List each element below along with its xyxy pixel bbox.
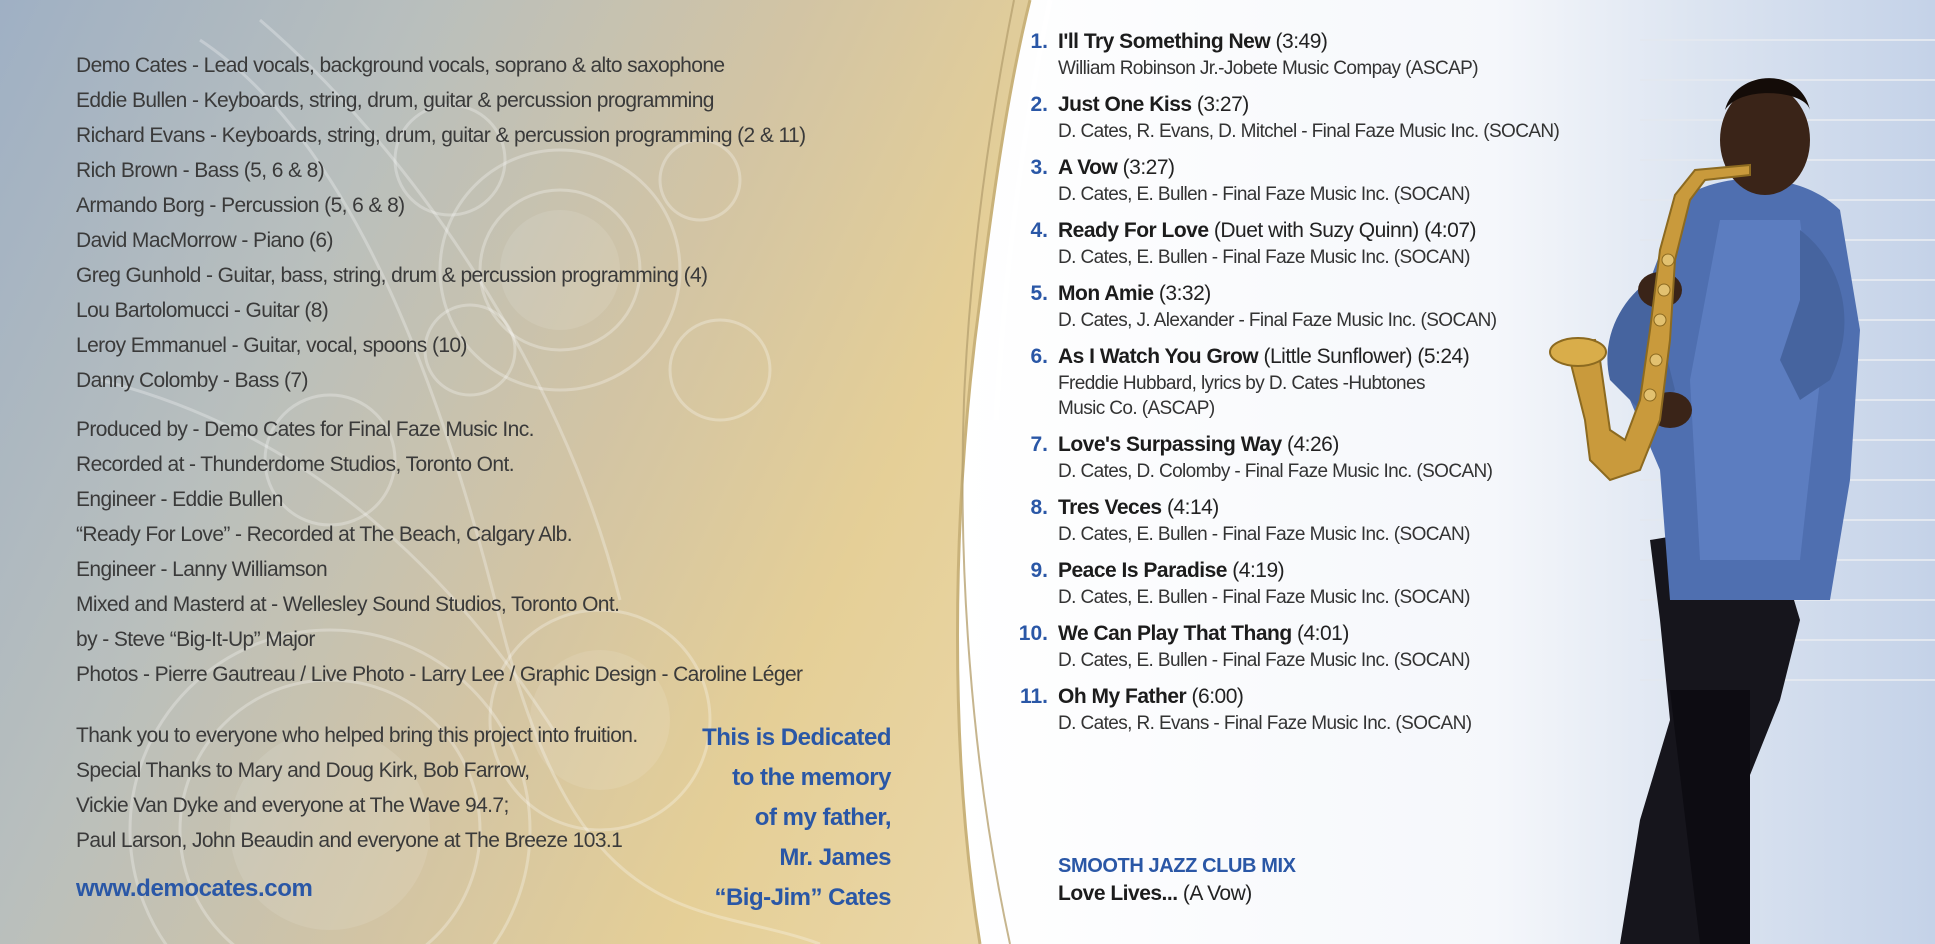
credit-line: David MacMorrow - Piano (6): [76, 229, 333, 252]
credit-line: Armando Borg - Percussion (5, 6 & 8): [76, 194, 405, 217]
track-title: Just One Kiss: [1058, 93, 1192, 116]
track-number: 7.: [1030, 433, 1048, 456]
track-credit: D. Cates, E. Bullen - Final Faze Music Inc. (SOCAN): [1058, 587, 1470, 608]
track-number: 8.: [1030, 496, 1048, 519]
track-number: 2.: [1030, 93, 1048, 116]
track-duration: (3:27): [1191, 93, 1249, 116]
track-duration: (4:19): [1226, 559, 1285, 582]
credit-line: Rich Brown - Bass (5, 6 & 8): [76, 159, 325, 182]
production-line: “Ready For Love” - Recorded at The Beach, Calgary Alb.: [76, 523, 572, 546]
track-title: Oh My Father: [1058, 685, 1187, 708]
track-duration: (Little Sunflower) (5:24): [1258, 345, 1470, 368]
track-number: 9.: [1030, 559, 1048, 582]
website-link[interactable]: www.democates.com: [76, 875, 313, 902]
credit-line: Danny Colomby - Bass (7): [76, 369, 308, 392]
dedication-line: of my father,: [754, 804, 891, 831]
credit-line: Leroy Emmanuel - Guitar, vocal, spoons (10): [76, 334, 467, 357]
track-duration: (3:49): [1270, 30, 1328, 53]
track-credit: D. Cates, D. Colomby - Final Faze Music Inc. (SOCAN): [1058, 461, 1493, 482]
track-duration: (4:14): [1161, 496, 1219, 519]
thanks-line: Thank you to everyone who helped bring this project into fruition.: [76, 724, 638, 747]
credit-line: Lou Bartolomucci - Guitar (8): [76, 299, 329, 322]
production-credits: [76, 412, 806, 692]
bonus-track-note: (A Vow): [1177, 882, 1252, 905]
track-credit: William Robinson Jr.-Jobete Music Compay (ASCAP): [1058, 58, 1478, 79]
track-duration: (3:27): [1117, 156, 1175, 179]
track-credit: D. Cates, J. Alexander - Final Faze Music Inc. (SOCAN): [1058, 310, 1497, 331]
track-title: As I Watch You Grow: [1058, 345, 1259, 368]
credit-line: Eddie Bullen - Keyboards, string, drum, guitar & percussion programming: [76, 89, 714, 112]
thanks-line: Vickie Van Dyke and everyone at The Wave 94.7;: [76, 794, 509, 817]
credits-block: [76, 48, 806, 692]
thanks-line: Paul Larson, John Beaudin and everyone at The Breeze 103.1: [76, 829, 623, 852]
bonus-label: SMOOTH JAZZ CLUB MIX: [1058, 855, 1296, 877]
track-title: Love's Surpassing Way: [1058, 433, 1282, 456]
dedication-block: [661, 718, 891, 918]
production-line: Engineer - Eddie Bullen: [76, 488, 283, 511]
track-number: 11.: [1019, 685, 1048, 708]
production-line: by - Steve “Big-It-Up” Major: [76, 628, 315, 651]
thanks-line: Special Thanks to Mary and Doug Kirk, Bob Farrow,: [76, 759, 530, 782]
bonus-track-block: [1058, 852, 1296, 908]
track-title: Ready For Love: [1058, 219, 1209, 242]
production-line: Produced by - Demo Cates for Final Faze Music Inc.: [76, 418, 534, 441]
track-title: Peace Is Paradise: [1058, 559, 1227, 582]
production-line: Photos - Pierre Gautreau / Live Photo - Larry Lee / Graphic Design - Caroline Léger: [76, 663, 803, 686]
track-credit: D. Cates, E. Bullen - Final Faze Music Inc. (SOCAN): [1058, 247, 1470, 268]
credit-line: Demo Cates - Lead vocals, background vocals, soprano & alto saxophone: [76, 54, 725, 77]
track-number: 1.: [1030, 30, 1048, 53]
track-title: Mon Amie: [1058, 282, 1154, 305]
credit-line: Richard Evans - Keyboards, string, drum, guitar & percussion programming (2 & 11): [76, 124, 806, 147]
track-title: We Can Play That Thang: [1058, 622, 1292, 645]
track-number: 10.: [1018, 622, 1048, 645]
bonus-track-title: Love Lives...: [1058, 882, 1178, 905]
track-number: 4.: [1030, 219, 1048, 242]
track-duration: (6:00): [1186, 685, 1244, 708]
track-credit: D. Cates, E. Bullen - Final Faze Music Inc. (SOCAN): [1058, 184, 1470, 205]
track-credit: D. Cates, R. Evans - Final Faze Music Inc. (SOCAN): [1058, 713, 1472, 734]
track-duration: (4:26): [1281, 433, 1339, 456]
track-credit: Music Co. (ASCAP): [1058, 398, 1215, 419]
track-title: I'll Try Something New: [1058, 30, 1271, 53]
track-credit: D. Cates, R. Evans, D. Mitchel - Final Faze Music Inc. (SOCAN): [1058, 121, 1560, 142]
thanks-block: [76, 718, 638, 858]
dedication-line: to the memory: [732, 764, 891, 791]
track-duration: (4:01): [1291, 622, 1349, 645]
musician-credits: [76, 48, 806, 398]
track-title: A Vow: [1058, 156, 1118, 179]
dedication-line: This is Dedicated: [702, 724, 891, 751]
saxophonist-photo: [1500, 0, 1935, 944]
production-line: Engineer - Lanny Williamson: [76, 558, 328, 581]
track-number: 6.: [1030, 345, 1048, 368]
track-duration: (3:32): [1153, 282, 1211, 305]
track-duration: (Duet with Suzy Quinn) (4:07): [1208, 219, 1476, 242]
track-credit: D. Cates, E. Bullen - Final Faze Music Inc. (SOCAN): [1058, 650, 1470, 671]
track-credit: Freddie Hubbard, lyrics by D. Cates -Hubtones: [1058, 373, 1425, 394]
production-line: Recorded at - Thunderdome Studios, Toronto Ont.: [76, 453, 514, 476]
track-credit: D. Cates, E. Bullen - Final Faze Music Inc. (SOCAN): [1058, 524, 1470, 545]
track-number: 3.: [1030, 156, 1048, 179]
track-number: 5.: [1030, 282, 1048, 305]
dedication-line: “Big-Jim” Cates: [714, 884, 891, 911]
credit-line: Greg Gunhold - Guitar, bass, string, drum & percussion programming (4): [76, 264, 708, 287]
production-line: Mixed and Masterd at - Wellesley Sound Studios, Toronto Ont.: [76, 593, 620, 616]
track-title: Tres Veces: [1058, 496, 1162, 519]
dedication-line: Mr. James: [779, 844, 891, 871]
